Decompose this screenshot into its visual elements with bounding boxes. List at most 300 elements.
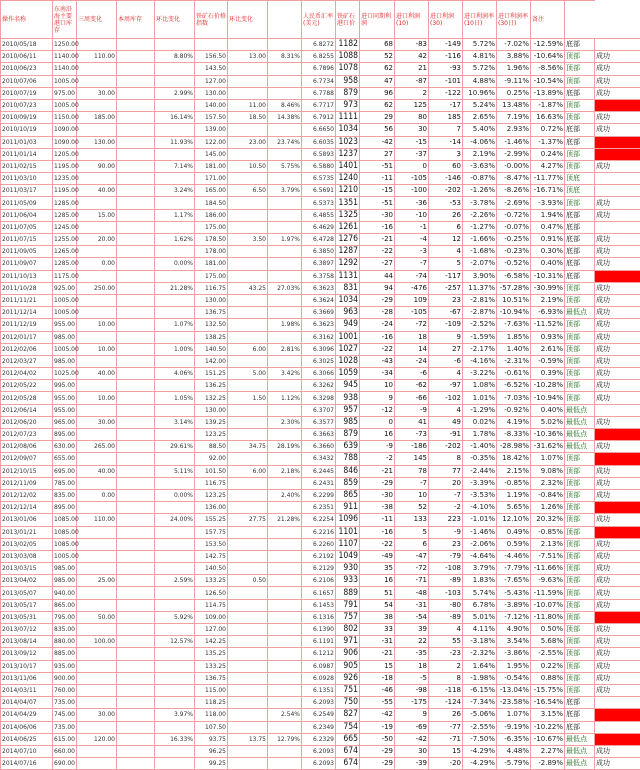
profit-rate-cell: -1.29% [463,404,497,416]
profit-cell: -28 [360,307,395,319]
table-cell [268,331,302,343]
profit-cell: -122 [429,87,463,99]
table-cell: 1.97% [268,234,302,246]
profit-rate-cell: 1.40% [497,343,531,355]
table-cell: 40.00 [77,465,117,477]
profit-rate-cell: 11.37% [463,282,497,294]
table-cell: 23.74% [268,136,302,148]
table-cell: 157.75 [195,526,228,538]
table-cell [268,684,302,696]
table-cell: 900.00 [53,672,77,684]
result-cell: 成功 [595,209,640,221]
date-cell: 2014/04/07 [1,697,53,709]
profit-cell: -1 [395,221,429,233]
table-cell [228,587,268,599]
table-cell: 6.3298 [302,392,336,404]
table-cell [268,758,302,770]
profit-rate-cell: 2.19% [463,148,497,160]
table-cell: 6.3669 [302,307,336,319]
note-cell: 顶部 [565,563,595,575]
profit-cell: -54 [395,611,429,623]
profit-cell: 23 [429,294,463,306]
profit-rate-cell: 1.94% [531,209,565,221]
note-cell: 顶部 [565,575,595,587]
table-cell: 130.00 [195,294,228,306]
ore-price-cell: 754 [336,721,360,733]
table-cell: 88.50 [195,441,228,453]
ore-price-cell: 831 [336,282,360,294]
result-cell: 成功 [595,282,640,294]
profit-rate-cell: -0.23% [497,246,531,258]
date-cell: 2011/09/05 [1,246,53,258]
table-cell: 1.05% [155,392,195,404]
profit-rate-cell: -3.89% [497,599,531,611]
column-header [268,1,302,39]
note-cell: 最低点 [565,441,595,453]
table-cell: 27.03% [268,282,302,294]
profit-rate-cell: -0.59% [531,355,565,367]
profit-rate-cell: -2.32% [463,648,497,660]
profit-rate-cell: -0.85% [531,526,565,538]
date-cell: 2013/03/15 [1,563,53,575]
table-cell [77,587,117,599]
table-cell [228,611,268,623]
date-cell: 2010/10/19 [1,124,53,136]
profit-rate-cell: 5.02% [531,416,565,428]
profit-cell: 16 [360,575,395,587]
profit-cell: 55 [429,636,463,648]
table-row [1,87,640,99]
profit-rate-cell: 1.64% [463,660,497,672]
profit-rate-cell: -8.26% [497,185,531,197]
table-cell: 30.00 [77,416,117,428]
ore-price-cell: 788 [336,453,360,465]
profit-rate-cell: -2.07% [463,258,497,270]
profit-rate-cell: -6.93% [531,307,565,319]
profit-cell: -72 [395,319,429,331]
profit-rate-cell: 5.72% [463,39,497,51]
ore-price-cell: 1276 [336,234,360,246]
note-cell: 顶部 [565,660,595,672]
table-cell [228,221,268,233]
profit-cell: -16 [360,221,395,233]
profit-rate-cell: 0.39% [531,368,565,380]
table-row [1,355,640,367]
profit-rate-cell: -0.85% [497,477,531,489]
table-cell: 133.25 [195,660,228,672]
profit-cell: -10 [395,209,429,221]
table-cell: 265.00 [77,441,117,453]
table-cell: 2.99% [155,87,195,99]
date-cell: 2011/11/21 [1,294,53,306]
profit-rate-cell: -16.54% [531,697,565,709]
table-row [1,721,640,733]
profit-cell: 47 [360,75,395,87]
result-cell: 成功 [595,465,640,477]
result-cell: 成功 [595,87,640,99]
table-cell: 6.3758 [302,270,336,282]
table-cell: 6.2431 [302,477,336,489]
table-cell: 1255.00 [53,234,77,246]
profit-cell: 8 [429,453,463,465]
profit-rate-cell: -2.52% [463,319,497,331]
table-cell [77,599,117,611]
table-row [1,343,640,355]
table-cell [228,270,268,282]
note-cell: 最低点 [565,429,595,441]
table-cell: 6.7896 [302,63,336,75]
note-cell: 顶部 [565,319,595,331]
table-cell: 1205.00 [53,148,77,160]
table-cell: 6.1351 [302,684,336,696]
note-cell: 顶部 [565,538,595,550]
profit-cell: -102 [429,392,463,404]
table-cell: 100.00 [77,636,117,648]
table-cell: 6.2106 [302,575,336,587]
table-cell [155,624,195,636]
table-row [1,587,640,599]
table-cell: 6.2445 [302,465,336,477]
ore-price-cell: 1049 [336,550,360,562]
note-cell: 底部 [565,209,595,221]
profit-rate-cell: -1.37% [531,136,565,148]
result-cell: 成功 [595,160,640,172]
ore-price-cell: 1059 [336,368,360,380]
table-cell [117,160,155,172]
profit-rate-cell: 0.88% [531,672,565,684]
table-cell [117,660,155,672]
date-cell: 2011/06/04 [1,209,53,221]
profit-cell: 9 [429,331,463,343]
table-cell: 6.5880 [302,160,336,172]
profit-cell: 33 [360,624,395,636]
profit-rate-cell: 4.90% [497,624,531,636]
profit-cell: -42 [360,136,395,148]
table-cell [77,173,117,185]
date-cell: 2011/07/15 [1,234,53,246]
note-cell: 底部 [565,709,595,721]
table-cell: 126.50 [195,587,228,599]
date-cell: 2011/09/07 [1,258,53,270]
table-cell: 6.3432 [302,453,336,465]
result-cell [595,404,640,416]
table-cell: 6.3663 [302,429,336,441]
note-cell: 顶部 [565,355,595,367]
profit-rate-cell: 5.01% [463,611,497,623]
date-cell: 2011/01/03 [1,136,53,148]
note-cell: 底部 [565,246,595,258]
table-row [1,416,640,428]
table-cell [228,429,268,441]
note-cell: 最低点 [565,416,595,428]
table-cell: 6.1453 [302,599,336,611]
date-cell: 2013/05/17 [1,599,53,611]
ore-price-cell: 973 [336,99,360,111]
profit-cell: -42 [395,733,429,745]
result-cell: 成功 [595,441,640,453]
table-cell [117,294,155,306]
table-cell [228,294,268,306]
note-cell: 底部 [565,697,595,709]
table-row [1,758,640,770]
table-cell: 1085.00 [53,514,77,526]
table-cell [117,672,155,684]
profit-cell: -9 [429,526,463,538]
ore-price-cell: 1001 [336,331,360,343]
profit-rate-cell: -1.27% [463,221,497,233]
table-cell [268,587,302,599]
profit-rate-cell: -10.64% [531,51,565,63]
note-cell: 顶部 [565,599,595,611]
profit-cell: -118 [429,684,463,696]
table-cell: 136.75 [195,307,228,319]
table-cell [117,502,155,514]
result-cell: 成功 [595,745,640,757]
table-cell: 18.50 [228,112,268,124]
result-cell: 成功 [595,758,640,770]
profit-cell: 15 [360,660,395,672]
table-cell: 6.7912 [302,112,336,124]
table-cell: 6.3262 [302,380,336,392]
profit-cell: -7 [395,477,429,489]
column-header: 操作名称 [1,1,53,39]
table-cell: 690.00 [53,758,77,770]
profit-cell: 3 [429,148,463,160]
ore-price-cell: 906 [336,648,360,660]
profit-cell: -4 [395,234,429,246]
note-cell: 顶部 [565,526,595,538]
ore-price-cell: 1351 [336,197,360,209]
table-cell: 28.19% [268,441,302,453]
profit-cell: -36 [395,197,429,209]
note-cell: 顶部 [565,502,595,514]
profit-rate-cell: 2.13% [531,538,565,550]
table-row [1,331,640,343]
profit-rate-cell: 7.19% [497,112,531,124]
table-row [1,526,640,538]
table-cell [117,709,155,721]
profit-cell: 26 [429,209,463,221]
profit-cell: 5 [429,258,463,270]
profit-rate-cell: -7.51% [531,550,565,562]
profit-cell: 56 [360,124,395,136]
table-row [1,51,640,63]
table-cell [228,648,268,660]
table-cell: 6.1316 [302,611,336,623]
table-row [1,319,640,331]
profit-rate-cell: -7.63% [497,319,531,331]
table-cell [117,575,155,587]
table-cell: 4.06% [155,368,195,380]
profit-rate-cell: -4.16% [463,355,497,367]
table-cell [155,246,195,258]
ore-price-cell: 859 [336,477,360,489]
table-cell [155,721,195,733]
profit-rate-cell: 4.81% [463,51,497,63]
table-cell: 3.24% [155,185,195,197]
table-cell [117,173,155,185]
result-cell: 成功 [595,51,640,63]
profit-rate-cell: -3.18% [463,636,497,648]
table-cell [117,538,155,550]
date-cell: 2012/05/22 [1,380,53,392]
table-cell: 11.93% [155,136,195,148]
table-cell [155,672,195,684]
table-row [1,404,640,416]
table-cell [228,745,268,757]
table-cell [117,514,155,526]
table-row [1,502,640,514]
table-cell: 1005.00 [53,99,77,111]
table-cell [117,441,155,453]
profit-rate-cell: -1.26% [463,185,497,197]
table-row [1,246,640,258]
table-cell [117,148,155,160]
profit-rate-cell: 4.48% [497,745,531,757]
table-cell: 185.00 [77,112,117,124]
table-cell [155,453,195,465]
table-row [1,477,640,489]
table-row [1,221,640,233]
table-cell: 6.5893 [302,148,336,160]
result-cell: 成功 [595,636,640,648]
note-cell: 最低点 [565,745,595,757]
profit-rate-cell: -0.00% [497,160,531,172]
table-cell: 2.54% [268,709,302,721]
table-cell [155,429,195,441]
table-cell: 6.2216 [302,526,336,538]
date-cell: 2012/07/23 [1,429,53,441]
profit-cell: 44 [360,270,395,282]
table-cell: 6.2299 [302,489,336,501]
table-cell: 5.75% [268,160,302,172]
profit-rate-cell: 1.78% [463,429,497,441]
table-row [1,599,640,611]
profit-cell: 145 [395,453,429,465]
table-cell: 118.00 [195,709,228,721]
profit-rate-cell: 2.27% [531,745,565,757]
table-cell [77,648,117,660]
table-cell: 695.00 [53,465,77,477]
result-cell: 成功 [595,307,640,319]
table-cell: 116.75 [195,282,228,294]
table-cell [228,709,268,721]
table-cell: 10.50 [228,160,268,172]
table-cell: 6.3025 [302,355,336,367]
profit-rate-cell: -57.28% [497,282,531,294]
table-cell: 6.7734 [302,75,336,87]
table-cell [268,672,302,684]
date-cell: 2013/02/05 [1,538,53,550]
note-cell: 顶部 [565,112,595,124]
table-cell [77,502,117,514]
table-cell: 127.00 [195,624,228,636]
table-cell [117,550,155,562]
date-cell: 2011/10/28 [1,282,53,294]
table-cell: 2.30% [268,416,302,428]
profit-rate-cell: -0.54% [497,672,531,684]
profit-rate-cell: -10.94% [497,307,531,319]
table-cell: 5.11% [155,465,195,477]
profit-cell: -72 [395,563,429,575]
table-cell [77,550,117,562]
profit-cell: -3 [395,246,429,258]
date-cell: 2014/04/29 [1,709,53,721]
table-cell: 10.00 [77,319,117,331]
ore-price-cell: 846 [336,465,360,477]
table-cell: 50.00 [77,611,117,623]
profit-cell: -105 [395,307,429,319]
table-cell: 40.00 [77,368,117,380]
table-cell [155,270,195,282]
table-row [1,39,640,51]
profit-cell: -37 [395,148,429,160]
result-cell [595,39,640,51]
table-row [1,124,640,136]
table-cell: 25.00 [77,575,117,587]
table-cell: 6.2260 [302,538,336,550]
profit-rate-cell: -0.84% [531,489,565,501]
profit-cell: -53 [429,197,463,209]
table-cell [77,380,117,392]
table-cell: 132.25 [195,392,228,404]
profit-cell: -89 [429,575,463,587]
profit-cell: -202 [429,441,463,453]
profit-cell: -16 [360,526,395,538]
profit-cell: -2 [360,453,395,465]
table-cell [228,563,268,575]
table-cell: 985.00 [53,355,77,367]
table-cell: 1.50 [228,392,268,404]
table-cell: 1.12% [268,392,302,404]
profit-cell: 52 [395,502,429,514]
table-cell: 895.00 [53,502,77,514]
table-cell: 6.1191 [302,636,336,648]
note-cell: 底部 [565,221,595,233]
profit-cell: 54 [360,599,395,611]
profit-cell: 109 [395,294,429,306]
date-cell: 2014/03/11 [1,684,53,696]
result-cell [595,611,640,623]
table-cell [117,599,155,611]
profit-cell: 27 [429,343,463,355]
table-cell: 6.50 [228,185,268,197]
ore-price-cell: 1034 [336,124,360,136]
table-cell [155,758,195,770]
table-cell [268,355,302,367]
profit-cell: -11 [360,173,395,185]
table-cell [117,319,155,331]
table-row [1,672,640,684]
table-cell [268,87,302,99]
table-cell [77,453,117,465]
table-cell [117,392,155,404]
profit-cell: -89 [429,611,463,623]
table-cell [155,477,195,489]
table-cell: 940.00 [53,587,77,599]
result-cell: 成功 [595,684,640,696]
date-cell: 2011/05/09 [1,197,53,209]
table-cell [77,124,117,136]
table-cell [155,745,195,757]
column-header: 环比变化 [228,1,268,39]
table-cell [268,148,302,160]
table-cell: 6.6035 [302,136,336,148]
table-cell: 123.25 [195,489,228,501]
profit-cell: 49 [429,416,463,428]
table-cell: 1195.00 [53,185,77,197]
table-row [1,136,640,148]
